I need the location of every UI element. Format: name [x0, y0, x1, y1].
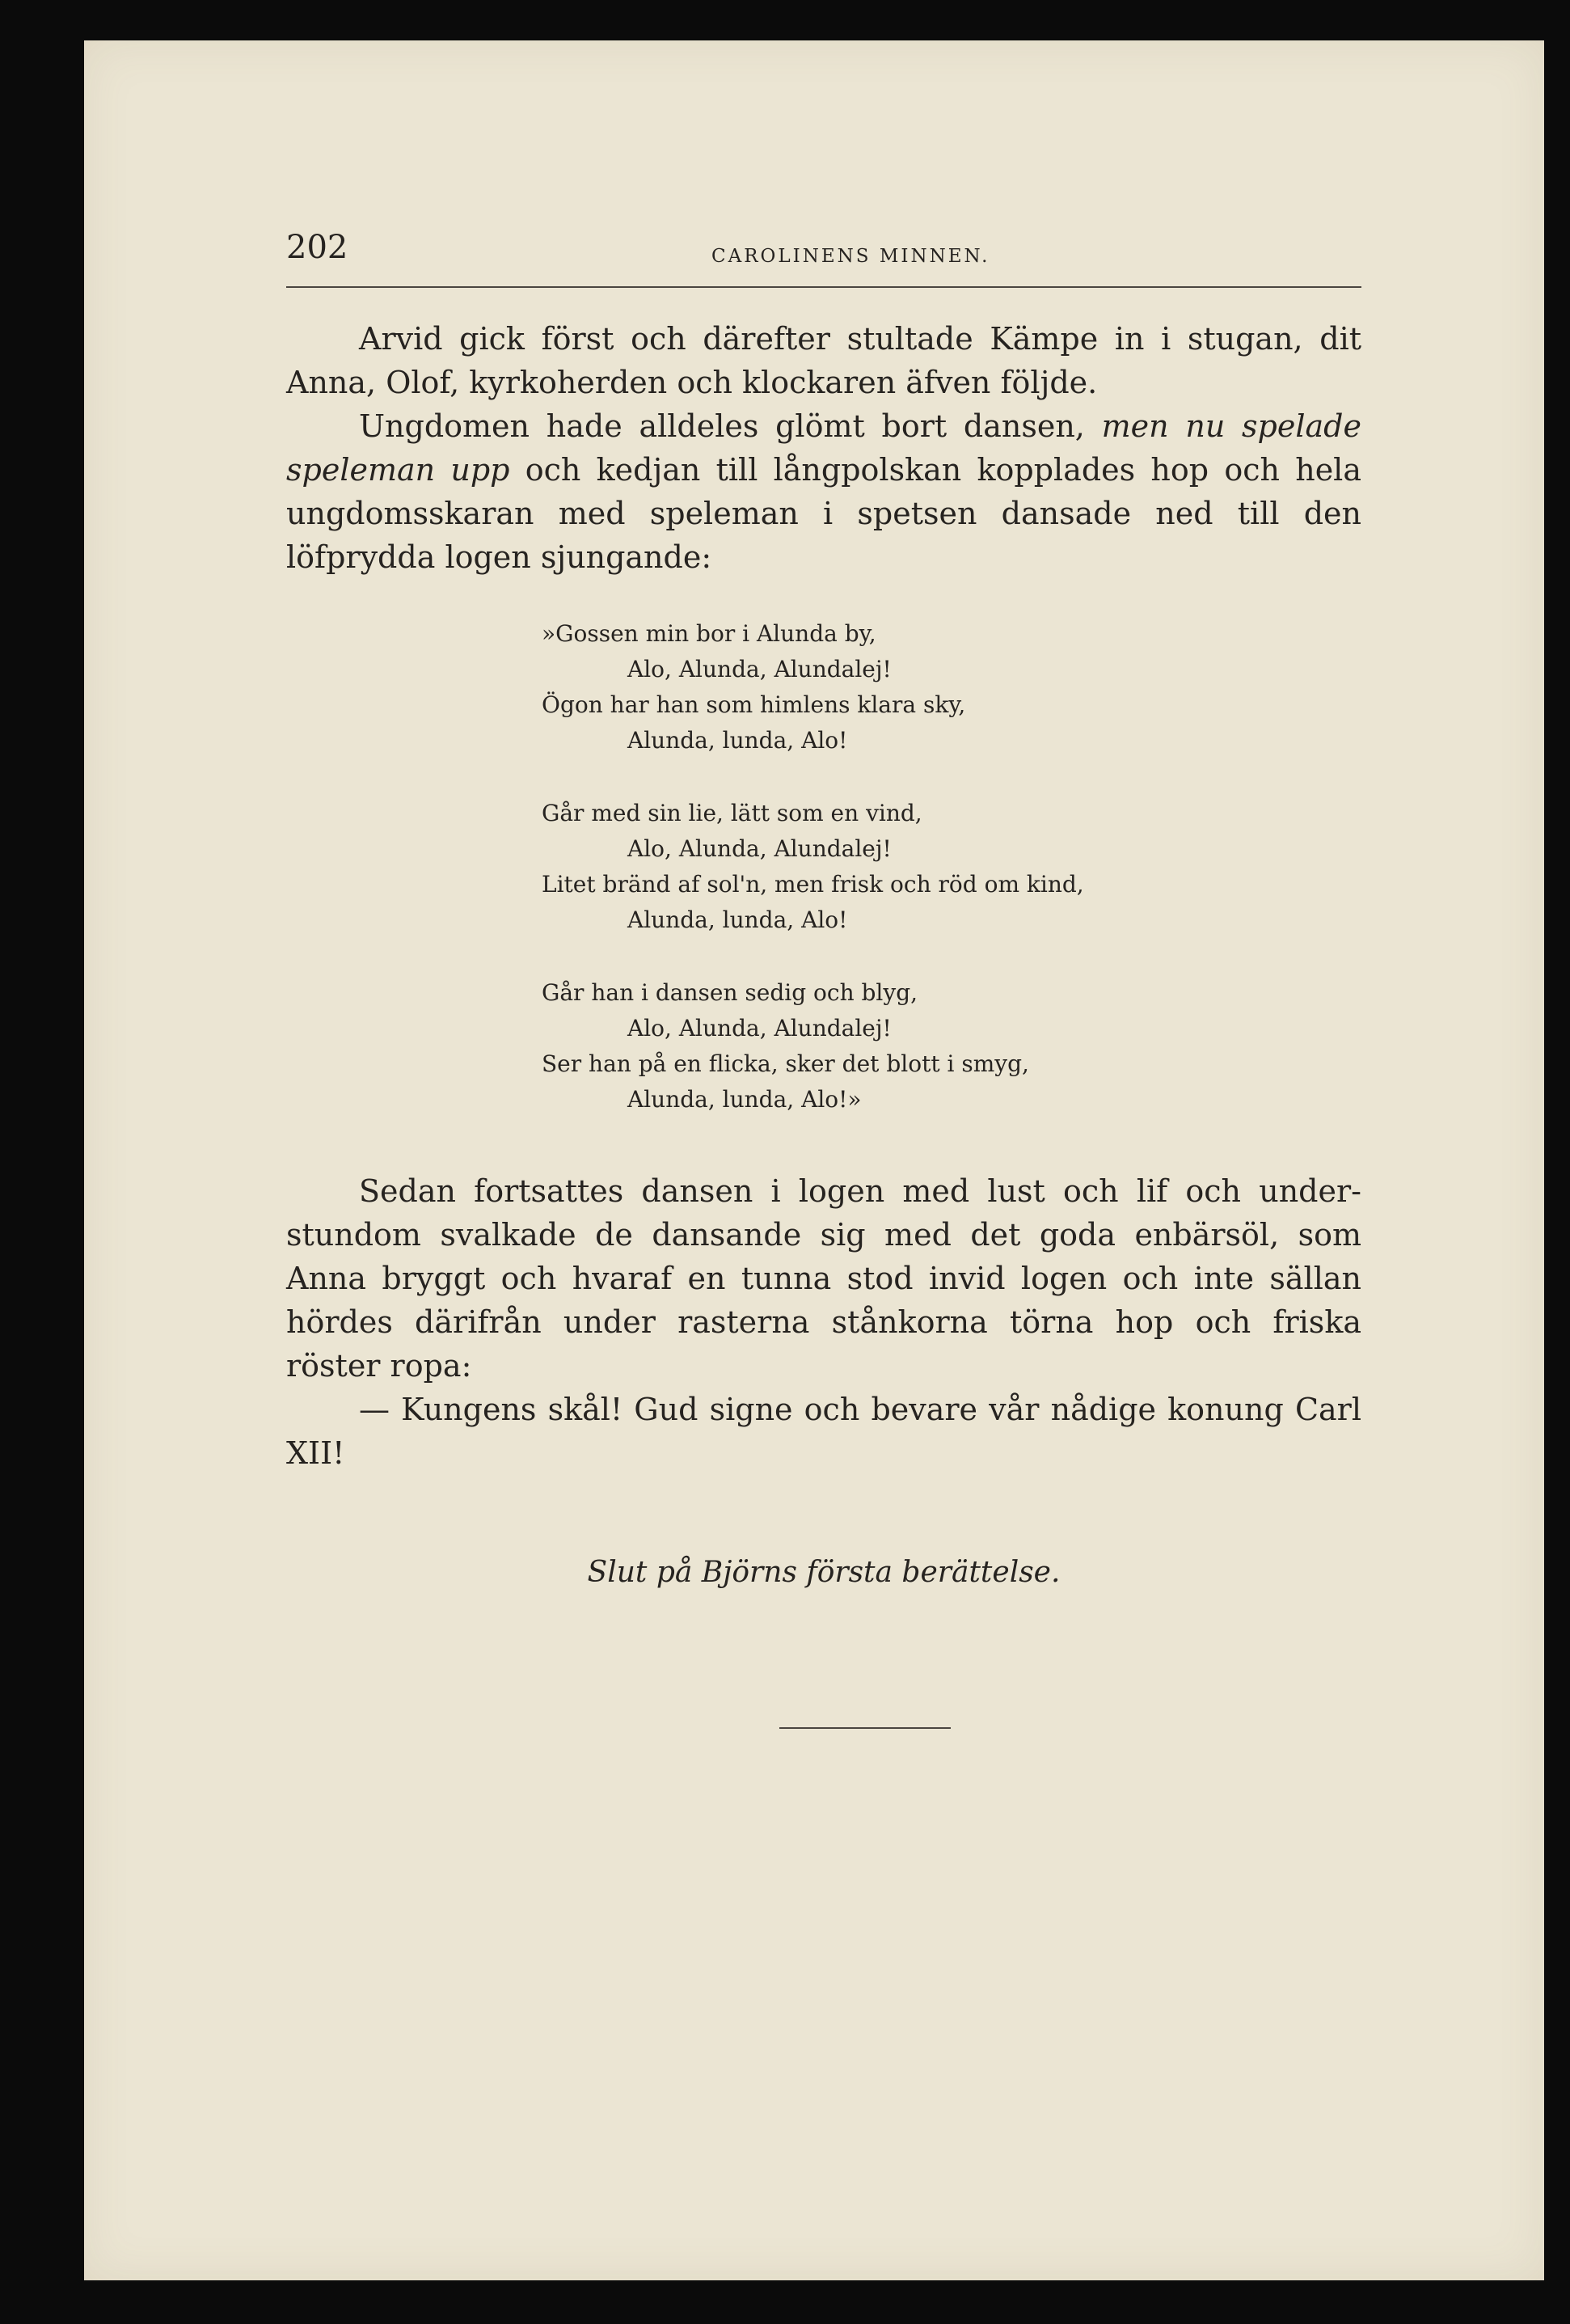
closing-rule	[779, 1727, 951, 1729]
paragraph-2-emphasis: men nu spelade speleman upp	[286, 408, 1361, 488]
song-stanza-3	[542, 975, 1269, 1118]
song-line: Alo, Alunda, Alundalej!	[627, 656, 892, 682]
paragraph-2	[286, 404, 1361, 579]
paragraph-1-text: Arvid gick först och därefter stultade Kämpe in i stugan, dit Anna, Olof, kyrkoherden och klockaren äfven följde.	[286, 321, 1361, 400]
header-rule	[286, 286, 1361, 288]
song-line: Alunda, lunda, Alo!	[627, 727, 848, 754]
page-number: 202	[286, 229, 348, 266]
paragraph-1	[286, 317, 1361, 404]
paragraph-4: — Kungens skål! Gud signe och bevare vår nådige konung Carl XII!	[286, 1392, 1361, 1471]
song-line: »Gossen min bor i Alunda by,	[542, 620, 876, 647]
song-stanza-2	[542, 796, 1269, 938]
song-line: Ögon har han som himlens klara sky,	[542, 691, 966, 718]
song	[542, 616, 1269, 1155]
song-stanza-1	[542, 616, 1269, 758]
text-block-top	[286, 317, 1361, 579]
song-line: Går han i dansen sedig och blyg,	[542, 979, 918, 1006]
text-block-bottom	[286, 1169, 1361, 1475]
song-line: Litet bränd af sol'n, men frisk och röd om kind,	[542, 871, 1084, 898]
song-line: Ser han på en flicka, sker det blott i smyg,	[542, 1050, 1029, 1077]
running-title: CAROLINENS MINNEN.	[711, 246, 990, 267]
song-line: Alo, Alunda, Alundalej!	[627, 835, 892, 862]
song-line: Går med sin lie, lätt som en vind,	[542, 800, 922, 826]
closing-line: Slut på Björns första berättelse.	[587, 1556, 1061, 1589]
song-line: Alunda, lunda, Alo!	[627, 906, 848, 933]
paragraph-3: Sedan fortsattes dansen i logen med lust och lif och understundom svalkade de dansande sig med det goda enbärsöl, som Anna bryggt och hvaraf en tunna stod invid logen och inte sällan hördes därifrån under rasterna stånkorna törna hop och friska röster ropa:	[286, 1173, 1361, 1384]
song-line: Alunda, lunda, Alo!»	[627, 1086, 862, 1113]
song-line: Alo, Alunda, Alundalej!	[627, 1015, 892, 1042]
paragraph-2-after: och kedjan till långpolskan kopplades hop och hela ungdomsskaran med speleman i spetsen dansade ned till den löfprydda logen sjungande:	[286, 452, 1361, 575]
paragraph-2-before: Ungdomen hade alldeles glömt bort dansen,	[359, 408, 1102, 444]
